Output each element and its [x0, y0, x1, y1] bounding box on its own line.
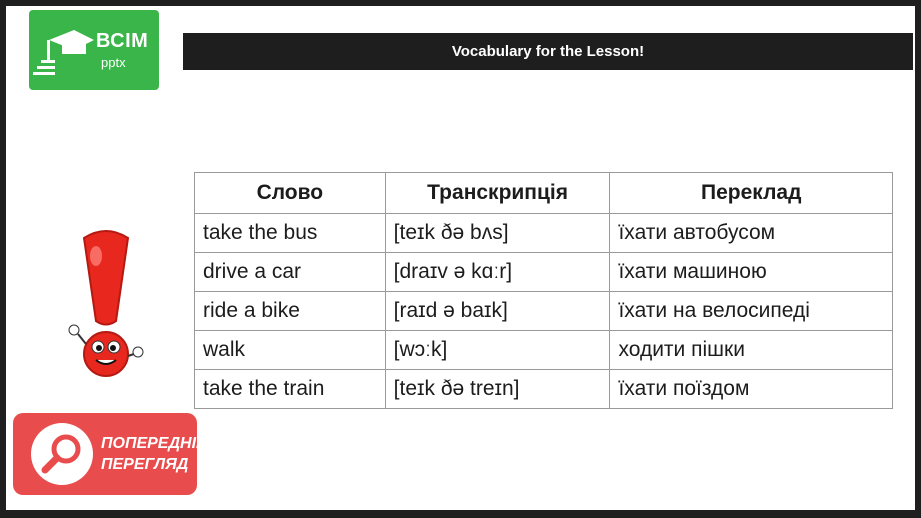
table-row: [195, 292, 893, 331]
preview-button[interactable]: [13, 413, 208, 495]
transcription-cell: [draɪv ə kɑːr]: [385, 253, 610, 292]
transcription-cell: [raɪd ə baɪk]: [385, 292, 610, 331]
translation-cell: їхати на велосипеді: [610, 292, 893, 331]
page-title: Vocabulary for the Lesson!: [451, 43, 645, 60]
frame-top: [0, 0, 921, 6]
table-header-row: [195, 173, 893, 214]
vocabulary-table: [194, 172, 893, 409]
transcription-cell: [teɪk ðə treɪn]: [385, 370, 610, 409]
column-header-translation: Переклад: [610, 173, 893, 214]
column-header-transcription: Транскрипція: [385, 173, 610, 214]
preview-label-line2: ПЕРЕГЛЯД: [101, 456, 189, 473]
frame-left: [0, 0, 6, 518]
transcription-cell: [wɔːk]: [385, 331, 610, 370]
preview-label-line1: ПОПЕРЕДНІЙ: [101, 435, 208, 452]
translation-cell: їхати автобусом: [610, 214, 893, 253]
translation-cell: ходити пішки: [610, 331, 893, 370]
vsim-logo[interactable]: [29, 10, 159, 90]
transcription-cell: [teɪk ðə bʌs]: [385, 214, 610, 253]
frame-bottom: [0, 510, 921, 518]
word-cell: take the bus: [195, 214, 386, 253]
word-cell: walk: [195, 331, 386, 370]
logo-subtext: pptx: [101, 55, 126, 70]
table-row: [195, 331, 893, 370]
word-cell: take the train: [195, 370, 386, 409]
word-cell: ride a bike: [195, 292, 386, 331]
magnifier-icon: [31, 423, 93, 485]
translation-cell: їхати машиною: [610, 253, 893, 292]
table-row: [195, 370, 893, 409]
word-cell: drive a car: [195, 253, 386, 292]
translation-cell: їхати поїздом: [610, 370, 893, 409]
table-row: [195, 214, 893, 253]
frame-right: [915, 0, 921, 518]
table-row: [195, 253, 893, 292]
column-header-word: Слово: [195, 173, 386, 214]
page-title-bar: [183, 33, 913, 70]
logo-text: ВСІМ: [96, 30, 149, 52]
preview-circle: [31, 423, 93, 485]
preview-label: [101, 433, 208, 475]
exclamation-mascot-icon: [66, 226, 146, 386]
